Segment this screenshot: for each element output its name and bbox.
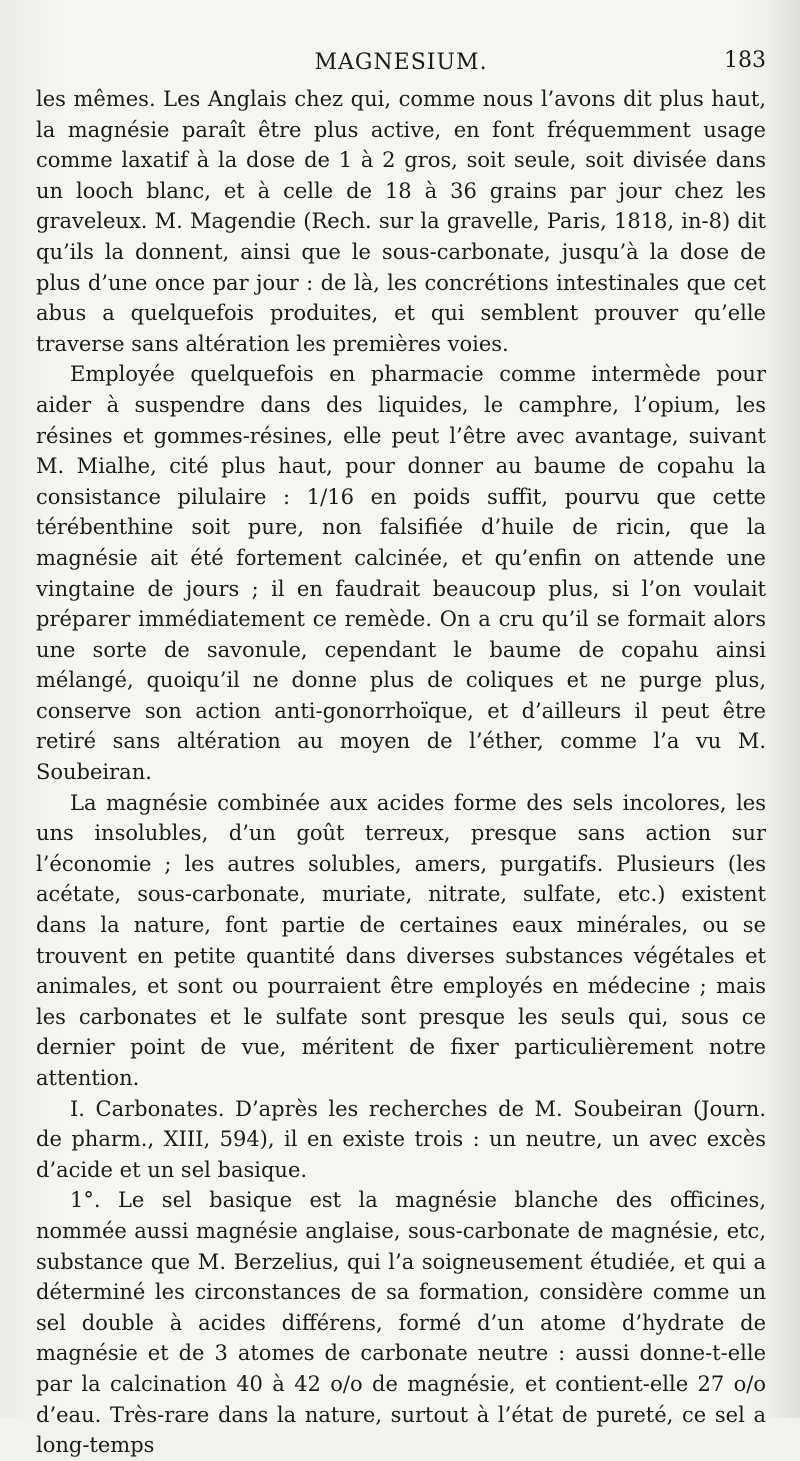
paragraph-basic-salt: 1°. Le sel basique est la magnésie blanche des officines, nommée aussi magnésie anglaise, sous-carbonate de magnésie, etc, substance que M. Berzelius, qui l’a soigneusement étudiée, et qui a déterminé les circonstances de sa formation, considère comme un sel double à acides différens, formé d’un atome d’hydrate de magnésie et de 3 atomes de carbonate neutre : aussi donne-t-elle par la calcination 40 à 42 o/o de magnésie, et contient-elle 27 o/o d’eau. Très-rare dans la nature, surtout à l’état de pureté, ce sel a long-temps bbox=[36, 1188, 766, 1458]
paragraph-magnesium-salts: La magnésie combinée aux acides forme des sels incolores, les uns insolubles, d’un goût terreux, presque sans action sur l’économie ; les autres solubles, amers, purgatifs. Plusieurs (les acétate, sous-carbonate, muriate, nitrate, sulfate, etc.) existent dans la nature, font partie de certaines eaux minérales, ou se trouvent en petite quantité dans diverses substances végétales et animales, et sont ou pourraient être employés en médecine ; mais les carbonates et le sulfate sont presque les seuls qui, sous ce dernier point de vue, méritent de fixer particulièrement notre attention. bbox=[36, 790, 766, 1090]
running-title: MAGNESIUM. bbox=[314, 50, 488, 75]
body-text bbox=[36, 84, 766, 1461]
paragraph-continuation: les mêmes. Les Anglais chez qui, comme nous l’avons dit plus haut, la magnésie paraît être plus active, en font fréquemment usage comme laxatif à la dose de 1 à 2 gros, soit seule, soit divisée dans un looch blanc, et à celle de 18 à 36 grains par jour chez les graveleux. M. Magendie (Rech. sur la gravelle, Paris, 1818, in-8) dit qu’ils la donnent, ainsi que le sous-carbonate, jusqu’à la dose de plus d’une once par jour : de là, les concrétions intestinales que cet abus a quelquefois produites, et qui semblent prouver qu’elle traverse sans altération les premières voies. bbox=[36, 87, 766, 356]
paragraph-pharmacy-use: Employée quelquefois en pharmacie comme intermède pour aider à suspendre dans des liquides, le camphre, l’opium, les résines et gommes-résines, elle peut l’être avec avantage, suivant M. Mialhe, cité plus haut, pour donner au baume de copahu la consistance pilulaire : 1/16 en poids suffit, pourvu que cette térébenthine soit pure, non falsifiée d’huile de ricin, que la magnésie ait été fortement calcinée, et qu’enfin on attende une vingtaine de jours ; il en faudrait beaucoup plus, si l’on voulait préparer immédiatement ce remède. On a cru qu’il se formait alors une sorte de savonule, cependant le baume de copahu ainsi mélangé, quoiqu’il ne donne plus de coliques et ne purge plus, conserve son action anti-gonorrhoïque, et d’ailleurs il peut être retiré sans altération au moyen de l’éther, comme l’a vu M. Soubeiran. bbox=[36, 362, 766, 785]
page-header bbox=[36, 46, 766, 80]
page-edge-shadow bbox=[770, 0, 800, 1418]
page-number: 183 bbox=[724, 48, 766, 73]
paragraph-carbonates: I. Carbonates. D’après les recherches de M. Soubeiran (Journ. de pharm., XIII, 594), il en existe trois : un neutre, un avec excès d’acide et un sel basique. bbox=[36, 1096, 766, 1182]
